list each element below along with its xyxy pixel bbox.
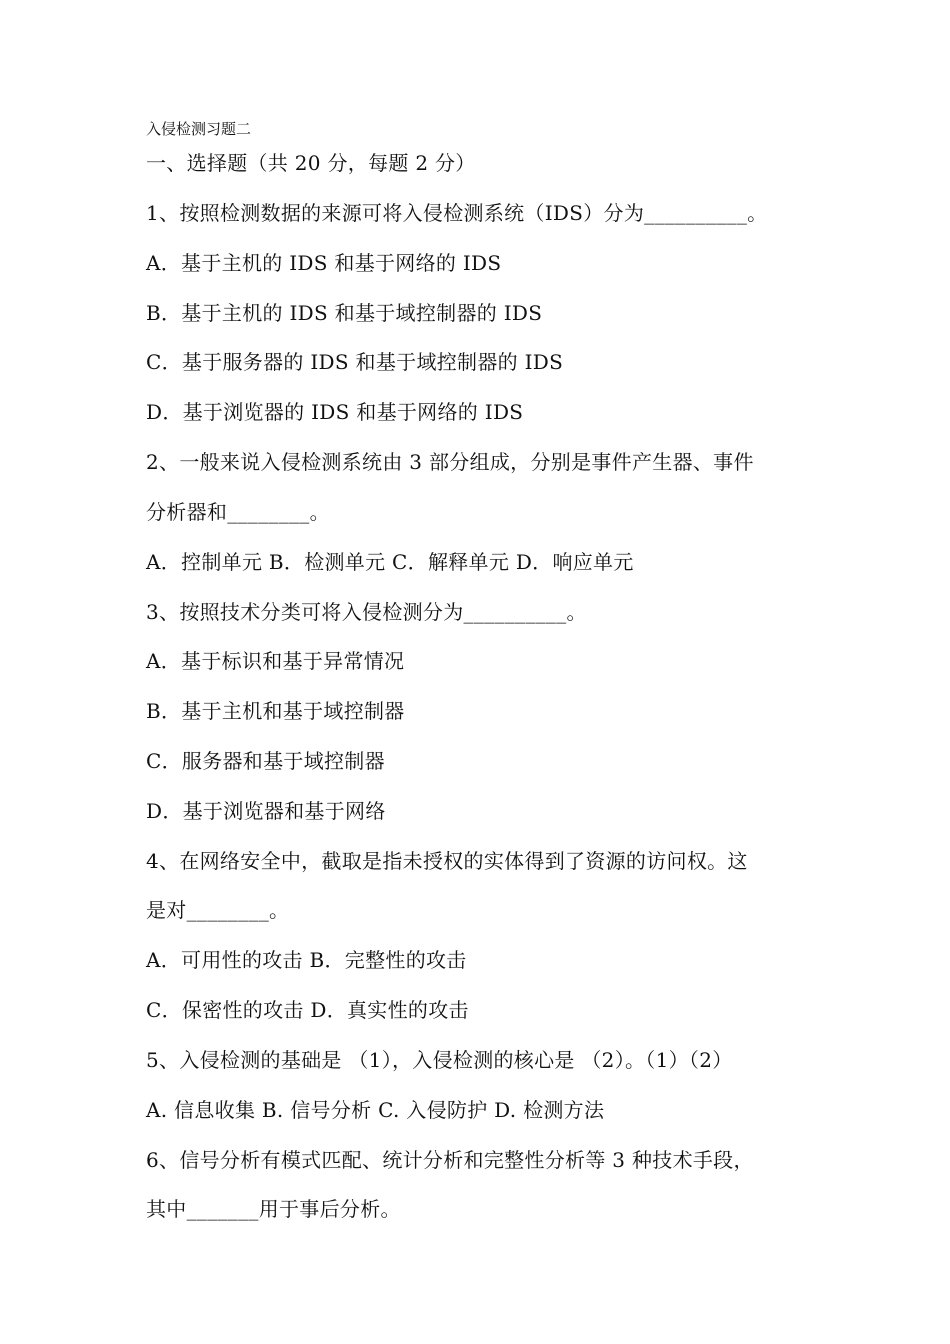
question-1-option-b: B．基于主机的 IDS 和基于域控制器的 IDS <box>146 301 543 325</box>
question-1-option-c: C．基于服务器的 IDS 和基于域控制器的 IDS <box>146 350 564 374</box>
question-3-stem: 3、按照技术分类可将入侵检测分为__________。 <box>146 600 587 624</box>
question-3-option-b: B．基于主机和基于域控制器 <box>146 699 405 723</box>
question-1-option-d: D．基于浏览器的 IDS 和基于网络的 IDS <box>146 400 524 424</box>
section-heading: 一、选择题（共 20 分，每题 2 分） <box>146 151 476 175</box>
question-6-stem-cont: 其中_______用于事后分析。 <box>146 1197 401 1221</box>
question-4-options-ab: A．可用性的攻击 B．完整性的攻击 <box>146 948 467 972</box>
question-6-stem: 6、信号分析有模式匹配、统计分析和完整性分析等 3 种技术手段， <box>146 1148 754 1172</box>
question-3-option-c: C．服务器和基于域控制器 <box>146 749 385 773</box>
question-3-option-d: D．基于浏览器和基于网络 <box>146 799 386 823</box>
question-4-stem: 4、在网络安全中，截取是指未授权的实体得到了资源的访问权。这 <box>146 849 748 873</box>
question-1-stem: 1、按照检测数据的来源可将入侵检测系统（IDS）分为__________。 <box>146 201 768 225</box>
question-5-stem: 5、入侵检测的基础是 （1），入侵检测的核心是 （2）。（1）（2） <box>146 1048 733 1072</box>
question-4-stem-cont: 是对________。 <box>146 898 290 922</box>
question-2-stem: 2、一般来说入侵检测系统由 3 部分组成，分别是事件产生器、事件 <box>146 450 754 474</box>
question-4-options-cd: C．保密性的攻击 D．真实性的攻击 <box>146 998 469 1022</box>
question-1-option-a: A．基于主机的 IDS 和基于网络的 IDS <box>146 251 502 275</box>
question-2-options: A．控制单元 B．检测单元 C．解释单元 D．响应单元 <box>146 550 634 574</box>
document-title: 入侵检测习题二 <box>146 120 252 138</box>
question-5-options: A. 信息收集 B. 信号分析 C. 入侵防护 D. 检测方法 <box>146 1098 605 1122</box>
question-2-stem-cont: 分析器和________。 <box>146 500 330 524</box>
question-3-option-a: A．基于标识和基于异常情况 <box>146 649 405 673</box>
